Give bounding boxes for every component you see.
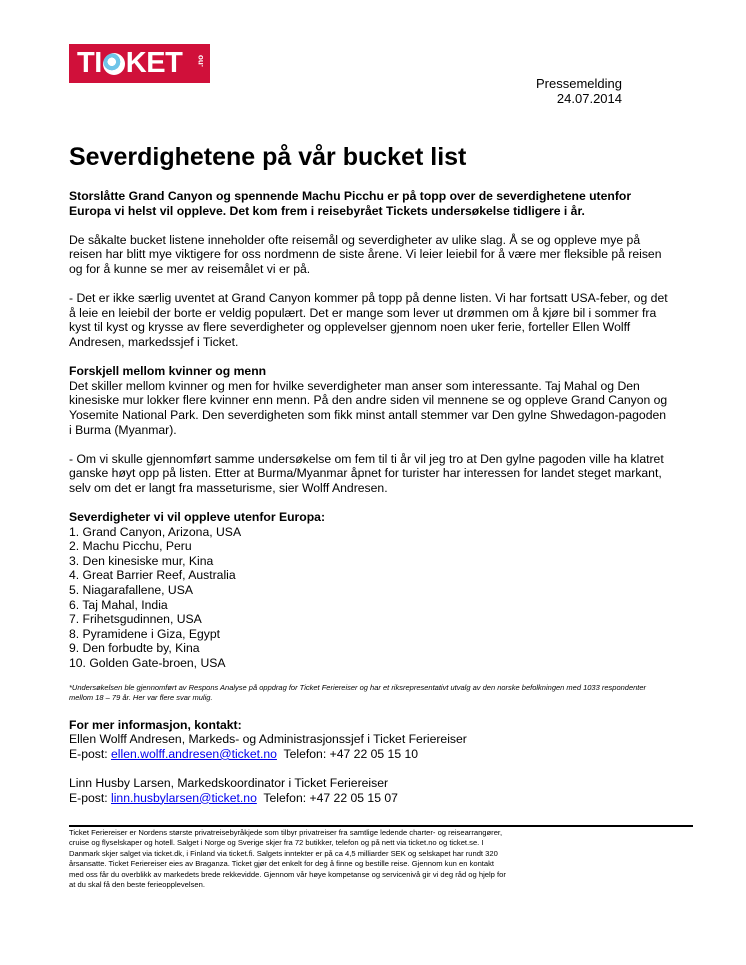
boilerplate-line: Danmark skjer salget via ticket.dk, i Finland via ticket.fi. Salgets inntekter er på ca 4,5 milliarder SEK og selskapet har rundt 320 [69,848,498,858]
list-item: 5. Niagarafallene, USA [69,583,193,598]
sights-list [69,525,669,671]
contact-phone: Telefon: +47 22 05 15 10 [283,746,419,761]
contact-name: Ellen Wolff Andresen, Markeds- og Administrasjonssjef i Ticket Feriereiser [69,732,467,747]
list-item: 8. Pyramidene i Giza, Egypt [69,626,221,641]
lead-paragraph: Storslåtte Grand Canyon og spennende Machu Picchu er på topp over de severdighetene utenfor Europa vi helst vil oppleve. Det kom frem i reisebyrået Tickets undersøkelse tidligere i år. [69,189,632,218]
section-text: Det skiller mellom kvinner og men for hvilke severdigheter man anser som interessante. Taj Mahal og Den kinesiske mur lokker flere kvinner enn menn. På den andre siden vil mennene se og oppleve Grand Canyon og Yosemite National Park. Den severdigheten som fikk minst antall stemmer var Den gylne Shwedagon-pagoden i Burma (Myanmar). [69,378,668,437]
email-label: E-post: [69,746,108,761]
press-date: 24.07.2014 [556,91,622,106]
contact-person [69,776,669,805]
contact-person [69,718,669,762]
page-title: Severdighetene på vår bucket list [69,143,467,171]
press-label: Pressemelding [536,76,622,91]
boilerplate-line: med oss får du overblikk av markedets brede rekkevidde. Gjennom vår høye kompetanse og servicenivå gir vi deg råd og hjelp for [69,869,506,879]
list-item: 1. Grand Canyon, Arizona, USA [69,524,242,539]
list-item: 3. Den kinesiske mur, Kina [69,553,214,568]
boilerplate-line: at du skal få den beste ferieopplevelsen. [69,880,205,890]
press-header [520,76,622,106]
contact-heading: For mer informasjon, kontakt: [69,717,242,732]
logo-suffix: .no [196,55,205,67]
logo-wordmark [69,49,182,78]
company-boilerplate [69,828,669,890]
list-item: 10. Golden Gate-broen, USA [69,656,226,670]
list-item: 2. Machu Picchu, Peru [69,539,192,554]
list-heading: Severdigheter vi vil oppleve utenfor Europa: [69,510,325,525]
list-item: 7. Frihetsgudinnen, USA [69,612,202,627]
survey-footnote: *Undersøkelsen ble gjennomført av Respons Analyse på oppdrag for Ticket Feriereiser og har et riksrepresentativt utvalg av den norske befolkningen med 1033 respondenter mellom 18 – 79 år. Her var flere svar mulig. [69,682,647,702]
section-gender [69,364,669,437]
email-label: E-post: [69,790,108,805]
footer-divider [69,825,693,827]
list-item: 9. Den forbudte by, Kina [69,641,200,656]
email-link[interactable]: ellen.wolff.andresen@ticket.no [111,746,277,761]
paragraph-quote: - Det er ikke særlig uventet at Grand Canyon kommer på topp på denne listen. Vi har fortsatt USA-feber, og det å leie en leiebil der borte er veldig populært. Det er mange som lever ut drømmen om å kjøre bil i sommer fra kyst til kyst og krysse av flere severdigheter og opplevelser gjennom noen uker ferie, forteller Ellen Wolff Andresen, markedssjef i Ticket. [69,291,668,349]
list-item: 4. Great Barrier Reef, Australia [69,568,236,583]
contact-phone: Telefon: +47 22 05 15 07 [263,790,398,805]
boilerplate-line: cruise og flyselskaper og hotell. Salget i Norge og Sverige skjer fra 72 butikker, telefon og på nett via ticket.no og ticket.se. I [69,838,484,848]
article-body [69,189,669,820]
email-link[interactable]: linn.husbylarsen@ticket.no [111,790,257,805]
paragraph-intro: De såkalte bucket listene inneholder ofte reisemål og severdigheter av ulike slag. Å se og oppleve mye på reisen har blitt mye viktigere for oss nordmenn de siste årene. Vi leier leiebil for å være mer fleksible på reisen og for å kunne se mer av reisemålet vi er på. [69,232,662,276]
section-heading: Forskjell mellom kvinner og menn [69,364,267,379]
contact-name: Linn Husby Larsen, Markedskoordinator i Ticket Feriereiser [69,775,389,790]
list-item: 6. Taj Mahal, India [69,597,168,612]
section-quote: - Om vi skulle gjennomført samme undersøkelse om fem til ti år vil jeg tro at Den gylne pagoden ville ha klatret ganske høyt opp på listen. Etter at Burma/Myanmar åpnet for turister har interessen for landet steget markant, selv om det er langt fra masseturisme, sier Wolff Andresen. [69,451,664,495]
globe-icon [103,53,125,75]
boilerplate-line: Ticket Feriereiser er Nordens største privatreisebyråkjede som tilbyr privatreiser fra samtlige ledende charter- og reisearrangører, [69,828,503,837]
logo-text-end: KET [125,47,183,79]
boilerplate-line: årsansatte. Ticket Feriereiser eies av Braganza. Ticket gjør det enkelt for deg å finne og bestille reise. Gjennom kun en kontakt [69,859,495,869]
ticket-logo [69,44,210,83]
contact-section [69,718,669,806]
logo-text-start: TI [77,47,102,79]
